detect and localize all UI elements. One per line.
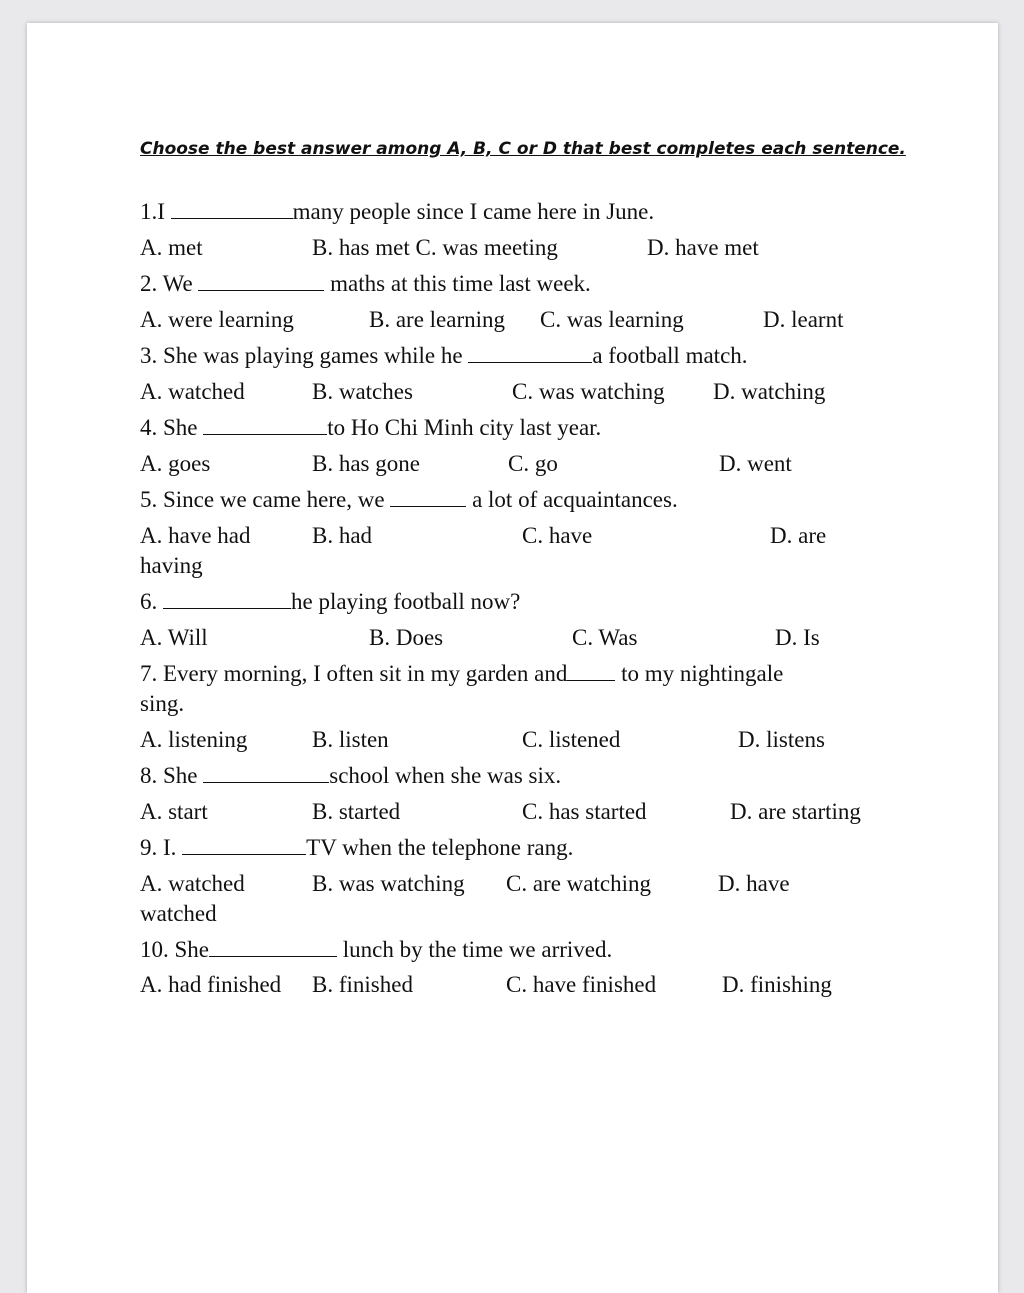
stem-text: he playing football now? (291, 589, 521, 614)
stem-text: to Ho Chi Minh city last year. (327, 415, 602, 440)
question-7-stem (140, 660, 783, 688)
answer-blank (203, 433, 327, 435)
option-b: B. watches (312, 379, 413, 404)
answer-blank (171, 217, 293, 219)
stem-text: 6. (140, 589, 163, 614)
option-c: C. has started (522, 799, 647, 824)
stem-text: a lot of acquaintances. (466, 487, 678, 512)
option-a: A. listening (140, 727, 248, 752)
stem-text: a football match. (592, 343, 748, 368)
answer-blank (468, 361, 592, 363)
option-b: B. listen (312, 727, 389, 752)
stem-text: 2. We (140, 271, 199, 296)
answer-blank (390, 505, 466, 507)
option-d: D. listens (738, 727, 825, 752)
option-d: D. Is (775, 625, 820, 650)
answer-blank (203, 781, 329, 783)
stem-text: 4. She (140, 415, 204, 440)
option-a: A. watched (140, 379, 245, 404)
question-6-stem (140, 588, 520, 616)
answer-blank (182, 853, 306, 855)
answer-blank (567, 679, 615, 681)
question-2-stem (140, 270, 591, 298)
option-c: C. go (508, 451, 558, 476)
question-5-stem (140, 486, 678, 514)
option-b: B. has gone (312, 451, 420, 476)
option-b: B. had (312, 523, 373, 548)
instruction-heading: Choose the best answer among A, B, C or D that best completes each sentence. (140, 139, 906, 159)
stem-text: lunch by the time we arrived. (337, 937, 613, 962)
option-b: B. has met C. was meeting (312, 235, 558, 260)
option-b: B. Does (369, 625, 444, 650)
option-d-continued: watched (140, 901, 217, 926)
option-c: C. have finished (506, 972, 657, 997)
option-d: D. went (719, 451, 792, 476)
option-d: D. have met (647, 235, 759, 260)
stem-text: 5. Since we came here, we (140, 487, 391, 512)
worksheet-page (27, 23, 998, 1293)
option-a: A. watched (140, 871, 245, 896)
stem-text: 8. She (140, 763, 204, 788)
option-b: B. started (312, 799, 401, 824)
question-1-stem (140, 198, 654, 226)
option-d: D. finishing (722, 972, 832, 997)
option-d: D. have (718, 871, 790, 896)
option-c: C. listened (522, 727, 621, 752)
stem-text: to my nightingale (615, 661, 784, 686)
stem-text: 3. She was playing games while he (140, 343, 469, 368)
option-a: A. have had (140, 523, 251, 548)
option-a: A. start (140, 799, 208, 824)
option-b: B. finished (312, 972, 413, 997)
option-c: C. was watching (512, 379, 665, 404)
option-a: A. met (140, 235, 203, 260)
option-d: D. learnt (763, 307, 844, 332)
answer-blank (209, 955, 337, 957)
stem-text: 1.I (140, 199, 171, 224)
option-a: A. Will (140, 625, 208, 650)
option-d: D. watching (713, 379, 826, 404)
option-a: A. were learning (140, 307, 294, 332)
option-c: C. was learning (540, 307, 684, 332)
option-c: C. Was (572, 625, 638, 650)
stem-text: 10. She (140, 937, 209, 962)
option-b: B. are learning (369, 307, 506, 332)
answer-blank (163, 607, 291, 609)
question-8-stem (140, 762, 561, 790)
option-c: C. are watching (506, 871, 651, 896)
stem-text: many people since I came here in June. (292, 199, 655, 224)
option-d: D. are starting (730, 799, 861, 824)
answer-blank (198, 289, 324, 291)
option-c: C. have (522, 523, 593, 548)
question-7-stem-continued: sing. (140, 691, 185, 716)
question-3-stem (140, 342, 748, 370)
option-a: A. had finished (140, 972, 282, 997)
option-a: A. goes (140, 451, 211, 476)
option-b: B. was watching (312, 871, 465, 896)
stem-text: TV when the telephone rang. (306, 835, 574, 860)
option-d: D. are (770, 523, 827, 548)
stem-text: 7. Every morning, I often sit in my garden and (140, 661, 568, 686)
question-4-stem (140, 414, 601, 442)
question-10-stem (140, 936, 612, 964)
stem-text: school when she was six. (329, 763, 562, 788)
stem-text: maths at this time last week. (324, 271, 591, 296)
question-9-stem (140, 834, 573, 862)
stem-text: 9. I. (140, 835, 183, 860)
option-d-continued: having (140, 553, 203, 578)
